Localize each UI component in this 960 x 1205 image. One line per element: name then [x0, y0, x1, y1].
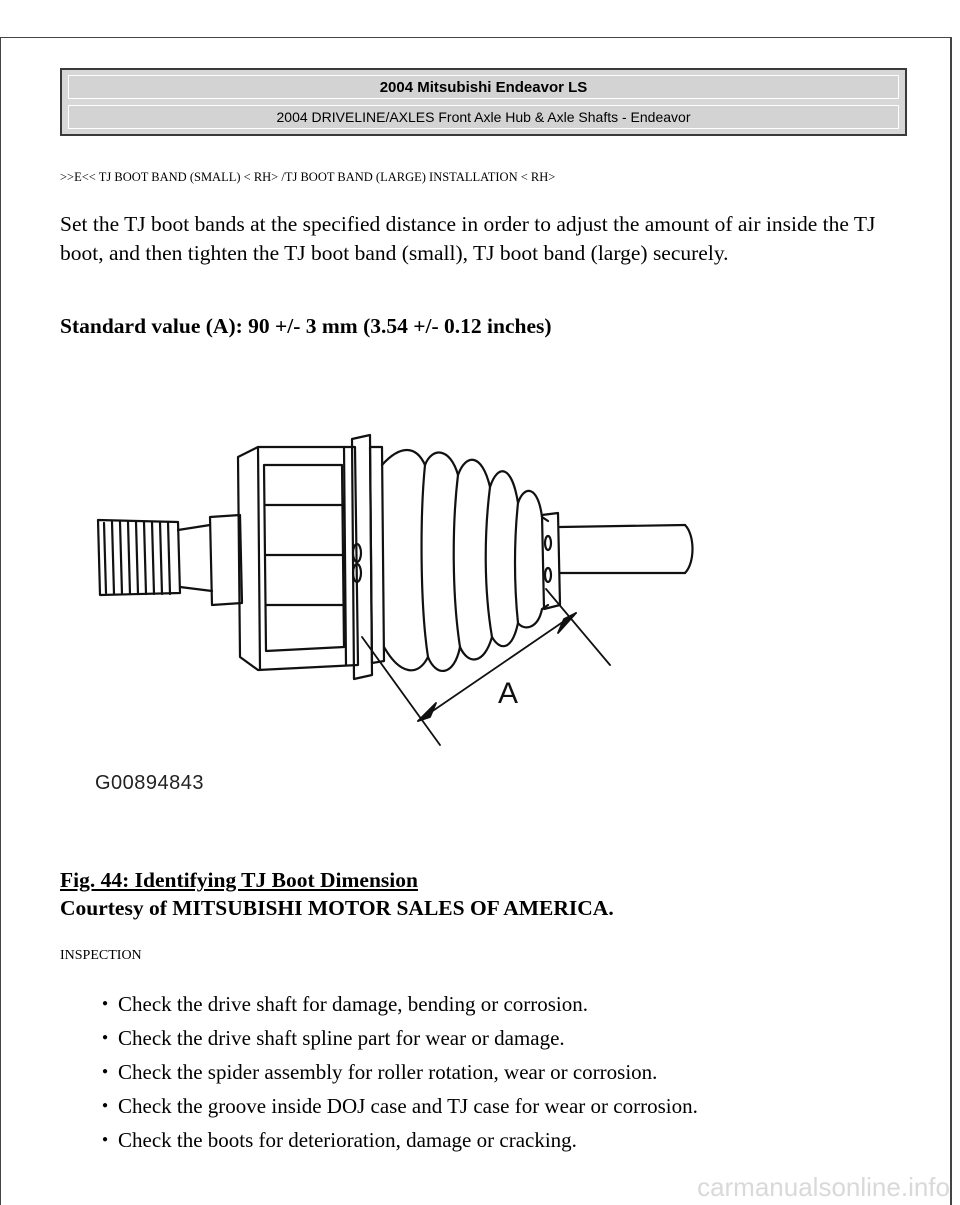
header-title: 2004 Mitsubishi Endeavor LS — [68, 75, 899, 99]
dimension-a-label: A — [498, 677, 519, 710]
inspection-list — [102, 987, 698, 1157]
tj-boot-diagram — [80, 425, 710, 805]
tj-case — [210, 447, 358, 670]
standard-value: Standard value (A): 90 +/- 3 mm (3.54 +/- 0.12 inches) — [60, 314, 552, 338]
list-item: ● Check the drive shaft spline part for wear or damage. — [102, 1021, 698, 1055]
section-heading: >>E<< TJ BOOT BAND (SMALL) < RH> /TJ BOOT BAND (LARGE) INSTALLATION < RH> — [60, 170, 556, 184]
instruction-paragraph: Set the TJ boot bands at the specified distance in order to adjust the amount of air inside the TJ boot, and then tighten the TJ boot band (small), TJ boot band (large) securely. — [60, 212, 876, 265]
list-item: ● Check the boots for deterioration, damage or cracking. — [102, 1123, 698, 1157]
list-item: ● Check the spider assembly for roller rotation, wear or corrosion. — [102, 1055, 698, 1089]
watermark: carmanualsonline.info — [697, 1172, 950, 1202]
list-item: ● Check the groove inside DOJ case and TJ case for wear or corrosion. — [102, 1089, 698, 1123]
tj-boot — [382, 450, 548, 671]
figure-code: G00894843 — [95, 772, 205, 794]
output-shaft — [560, 525, 693, 573]
figure-courtesy: Courtesy of MITSUBISHI MOTOR SALES OF AMERICA. — [60, 896, 614, 920]
list-item: ● Check the drive shaft for damage, bending or corrosion. — [102, 987, 698, 1021]
header-subtitle: 2004 DRIVELINE/AXLES Front Axle Hub & Axle Shafts - Endeavor — [68, 105, 899, 129]
document-header — [60, 68, 907, 136]
spline-shaft-end — [98, 520, 212, 595]
figure-caption: Fig. 44: Identifying TJ Boot Dimension — [60, 868, 418, 892]
inspection-heading: INSPECTION — [60, 948, 142, 963]
